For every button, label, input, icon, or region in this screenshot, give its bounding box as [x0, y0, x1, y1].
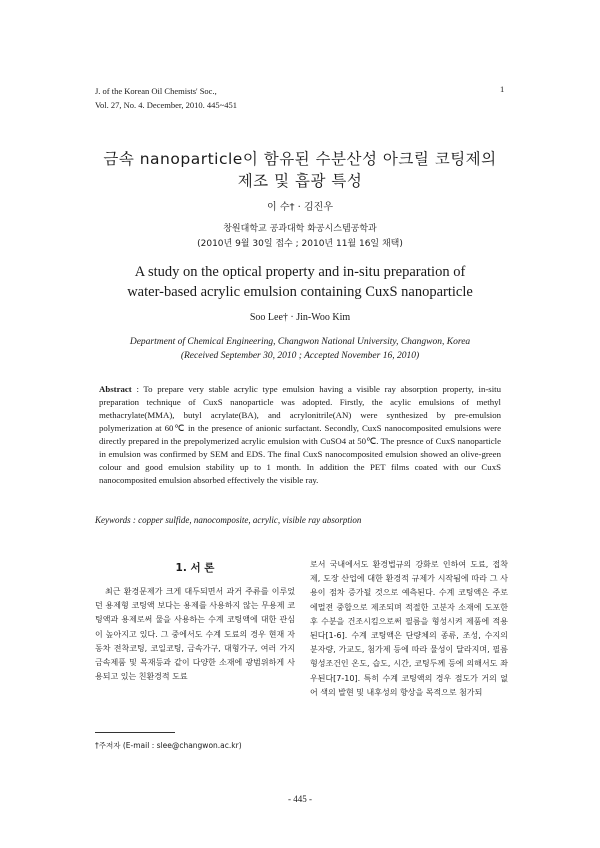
- abstract: [99, 383, 501, 487]
- english-authors: Soo Lee† · Jin-Woo Kim: [249, 312, 351, 323]
- english-title-line2: water-based acrylic emulsion containing CuxS nanoparticle: [127, 284, 473, 300]
- korean-title: [60, 148, 540, 192]
- footnote: †주저자 (E-mail : slee@changwon.ac.kr): [95, 741, 242, 750]
- english-title: [60, 262, 540, 302]
- korean-affiliation: 창원대학교 공과대학 화공시스템공학과: [223, 224, 377, 234]
- page-number: 1: [500, 84, 505, 94]
- english-received: (Received September 30, 2010 ; Accepted November 16, 2010): [180, 351, 420, 361]
- korean-authors: 이 수† · 김진우: [266, 202, 333, 213]
- abstract-label: Abstract: [99, 384, 132, 394]
- footnote-divider: [95, 732, 175, 733]
- korean-title-line2: 제조 및 흡광 특성: [237, 172, 363, 190]
- footer-page-number: - 445 -: [288, 794, 312, 804]
- abstract-text: : To prepare very stable acrylic type emulsion having a visible ray absorption property, in-situ preparation technique of CuxS nanoparticle was adopted. Firstly, the acylic emulsions of methyl methacrylate(MMA), butyl acrylate(BA), and acrylonitrile(AN) were synthesized by pre-emulsion polymerization at 60℃ in the presence of anionic surfactant. Secondly, CuxS nanocomposited emulsions were directly prepared in the prepolymerized acrylic emulsion with CuSO4 at 50℃. The presnce of CuxS nanoparticle in emulsion was confirmed by SEM and EDS. The final CuxS nanocomposited emulsion showed an olive-green colour and good emulsion stability up to 1 month. In addition the PET films coated with our CuxS nanocomposited emulsion absorbed effectively the visible ray.: [99, 384, 501, 485]
- english-affiliation: Department of Chemical Engineering, Changwon National University, Changwon, Korea: [129, 337, 471, 347]
- journal-citation: [95, 84, 237, 112]
- korean-title-line1: 금속 nanoparticle이 함유된 수분산성 아크릴 코팅제의: [103, 150, 497, 168]
- english-title-line1: A study on the optical property and in-situ preparation of: [134, 264, 466, 280]
- journal-name: J. of the Korean Oil Chemists' Soc.,: [95, 86, 217, 96]
- section-heading: 1. 서 론: [175, 562, 215, 574]
- body-left-column: 최근 환경문제가 크게 대두되면서 과거 주류를 이루었던 용제형 코팅액 보다는 용제를 사용하지 않는 무용제 코팅액과 용제로써 물을 사용하는 수계 코팅액에 대한 관심이 높아지고 있다. 그 중에서도 수계 도료의 경우 현재 자동차 전착코팅, 코일코팅, 금속가구, 대형가구, 여러 가지 금속제품 및 목재등과 같이 다양한 소재에 광범위하게 사용되고 있는 친환경적 도료: [95, 587, 295, 682]
- body-right-column: 로서 국내에서도 환경법규의 강화로 인하여 도료, 접착제, 도장 산업에 대한 환경적 규제가 시작됨에 따라 그 사용이 점차 증가될 것으로 예측된다. 수계 코팅액은 주로 에멀전 중합으로 제조되며 적절한 고분자 소재에 도포한 후 수분을 건조시킴으로써 필름을 형성시켜 제품에 적용된다[1-6]. 수계 코팅액은 단량체의 종류, 조성, 수지의 분자량, 가교도, 첨가제 등에 따라 물성이 달라지며, 필름 형성조건인 온도, 습도, 시간, 코팅두께 등에 의해서도 좌우된다[7-10]. 특히 수계 코팅액의 경우 점도가 거의 없어 색의 발현 및 내후성의 향상을 목적으로 첨가되: [310, 560, 508, 697]
- journal-volume: Vol. 27, No. 4. December, 2010. 445~451: [95, 100, 237, 110]
- english-affiliation-block: [60, 335, 540, 363]
- korean-received: (2010년 9월 30일 접수 ; 2010년 11월 16일 채택): [197, 239, 403, 249]
- korean-affiliation-block: [60, 222, 540, 252]
- keywords: Keywords : copper sulfide, nanocomposite, acrylic, visible ray absorption: [95, 515, 362, 525]
